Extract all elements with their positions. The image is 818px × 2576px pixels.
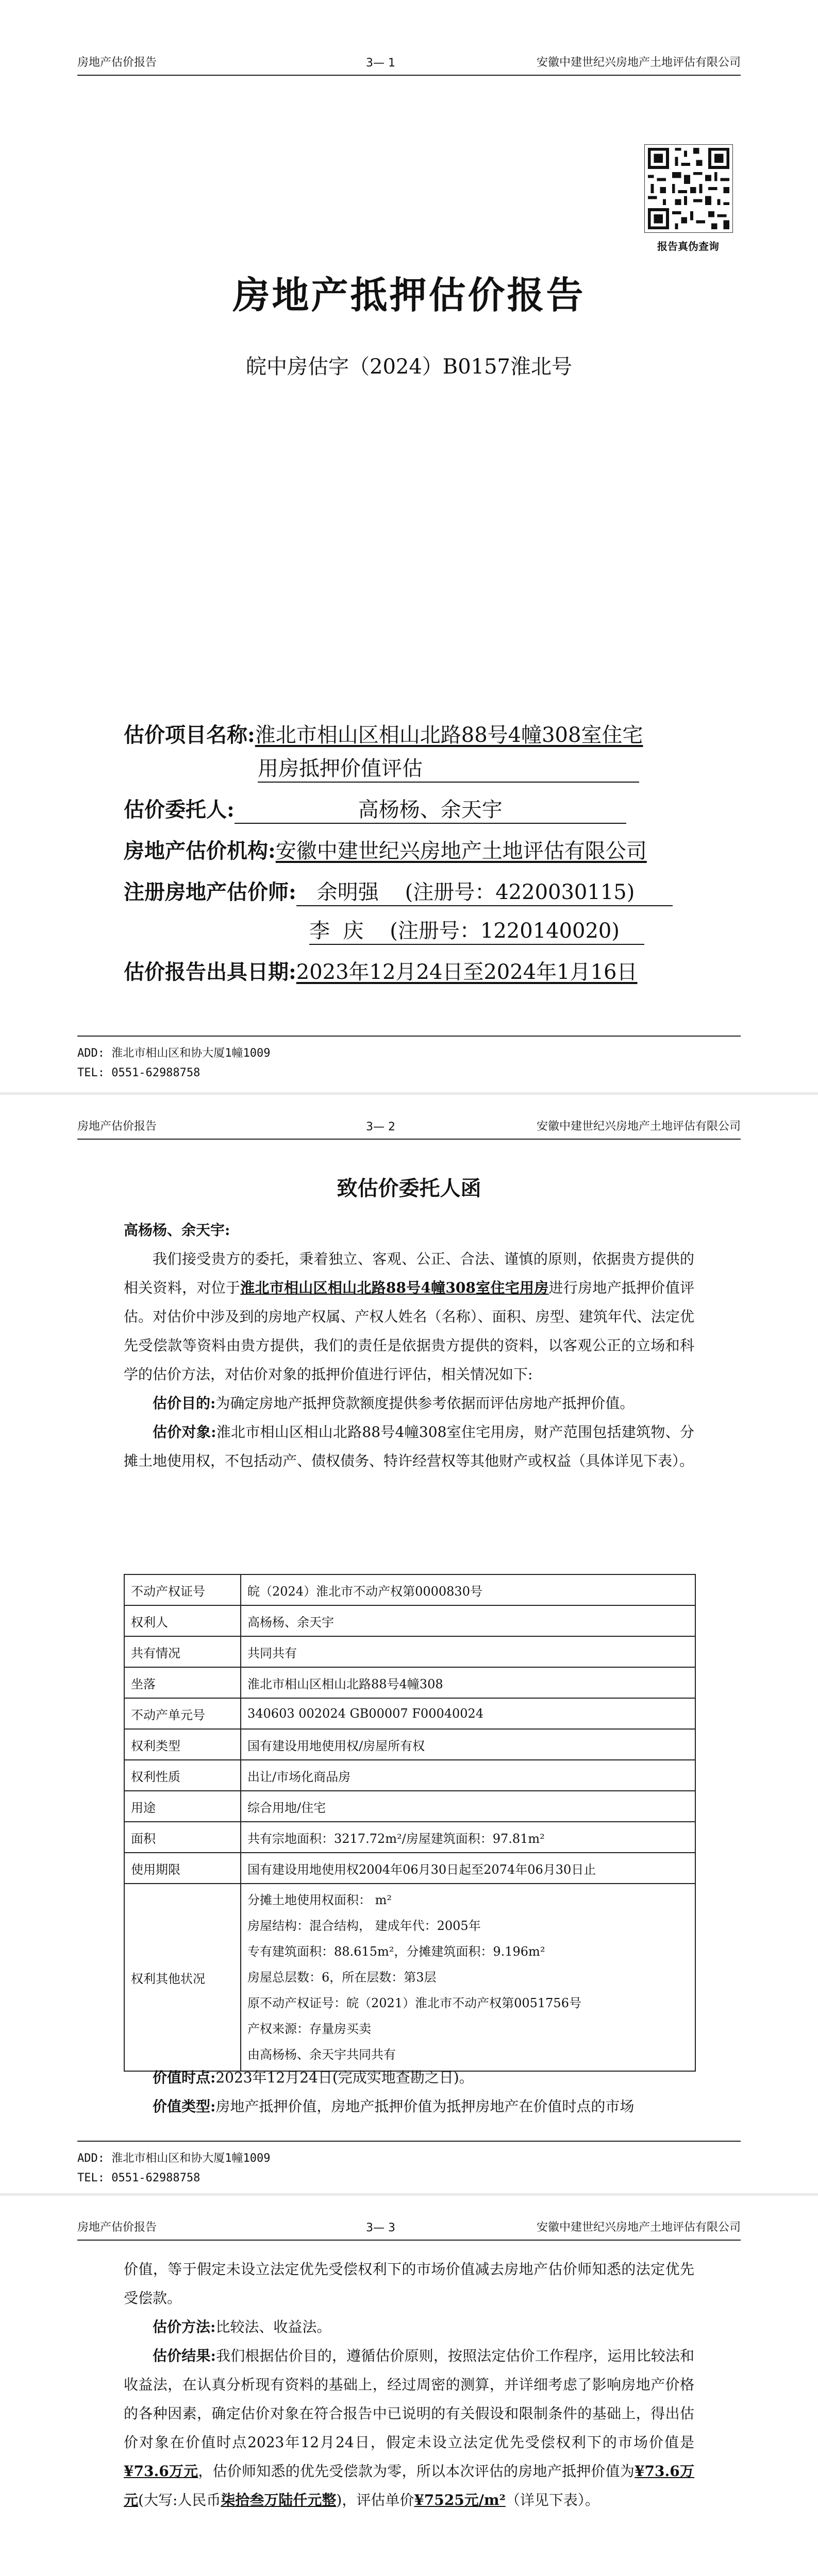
other-status-line: 房屋总层数：6，所在层数：第3层 bbox=[247, 1970, 437, 1985]
table-row bbox=[124, 1605, 695, 1636]
intro-text-c: 进行房地产抵押价值评估。对估价中涉及到的房地产权属、产权人姓名（名称）、面积、房型、建筑年代、法定优先受偿款等资料由贵方提供，我们的责任是依据贵方提供的资料，以客观公正的立场和科学的估价方法，对估价对象的抵押价值进行评估，相关情况如下: bbox=[124, 1279, 694, 1383]
mortgage-value-chinese: 柒拾叁万陆仟元整 bbox=[221, 2492, 337, 2509]
table-value: 共同共有 bbox=[241, 1636, 695, 1667]
table-key: 权利类型 bbox=[124, 1729, 241, 1760]
letter-body-2 bbox=[124, 2063, 694, 2121]
table-value: 淮北市相山区相山北路88号4幢308 bbox=[241, 1667, 695, 1698]
header-left: 房地产估价报告 bbox=[77, 2221, 157, 2234]
header-page-number: 3— 3 bbox=[366, 2222, 395, 2234]
appraiser-label: 注册房地产估价师: bbox=[124, 880, 296, 904]
date-row bbox=[124, 956, 638, 985]
value-time-label: 价值时点: bbox=[153, 2069, 216, 2086]
report-title: 房地产抵押估价报告 bbox=[232, 273, 586, 317]
project-name-value: 淮北市相山区相山北路88号4幢308室住宅 bbox=[255, 723, 643, 747]
project-name-row-2 bbox=[258, 752, 639, 783]
table-row bbox=[124, 1698, 695, 1729]
table-row bbox=[124, 1791, 695, 1822]
object-paragraph bbox=[124, 1418, 694, 1476]
date-value: 2023年12月24日至2024年1月16日 bbox=[296, 960, 638, 984]
table-row bbox=[124, 1853, 695, 1884]
method-paragraph bbox=[124, 2313, 694, 2342]
object-label: 估价对象: bbox=[153, 1423, 216, 1440]
table-row bbox=[124, 1667, 695, 1698]
other-status-line: 专有建筑面积：88.615m²，分摊建筑面积：9.196m² bbox=[247, 1944, 545, 1959]
header-left: 房地产估价报告 bbox=[77, 1120, 157, 1133]
page-header bbox=[77, 49, 741, 76]
method-label: 估价方法: bbox=[153, 2318, 216, 2335]
value-type-label: 价值类型: bbox=[153, 2098, 216, 2115]
table-row bbox=[124, 1729, 695, 1760]
intro-paragraph bbox=[124, 1245, 694, 1389]
other-status-line: 由高杨杨、余天宇共同共有 bbox=[247, 2047, 396, 2062]
letter-body-3 bbox=[124, 2255, 694, 2515]
result-text-c: (大写:人民币 bbox=[138, 2492, 221, 2509]
other-status-line: 分摊土地使用权面积： m² bbox=[247, 1893, 392, 1907]
result-paragraph bbox=[124, 2342, 694, 2515]
other-status-cell bbox=[241, 1884, 695, 2071]
page-header bbox=[77, 1113, 741, 1140]
page-footer bbox=[77, 2141, 741, 2188]
table-key: 面积 bbox=[124, 1822, 241, 1853]
value-type-text: 房地产抵押价值，房地产抵押价值为抵押房地产在价值时点的市场 bbox=[215, 2098, 635, 2115]
value-time-text: 2023年12月24日(完成实地查勘之日)。 bbox=[215, 2069, 474, 2086]
footer-tel: TEL: 0551-62988758 bbox=[77, 1066, 201, 1079]
salutation: 高杨杨、余天宇: bbox=[124, 1222, 230, 1239]
result-text-d: )，评估单价 bbox=[336, 2492, 414, 2509]
page-letter bbox=[0, 1095, 818, 2193]
table-key: 共有情况 bbox=[124, 1636, 241, 1667]
footer-address: ADD: 淮北市相山区和协大厦1幢1009 bbox=[77, 2152, 271, 2165]
result-text-b: ，估价师知悉的优先受偿款为零，所以本次评估的房地产抵押价值为 bbox=[198, 2463, 635, 2480]
table-key: 用途 bbox=[124, 1791, 241, 1822]
table-value: 出让/市场化商品房 bbox=[241, 1760, 695, 1791]
agency-row bbox=[124, 835, 647, 864]
value-type-paragraph bbox=[124, 2092, 694, 2121]
footer-address: ADD: 淮北市相山区和协大厦1幢1009 bbox=[77, 1047, 271, 1060]
project-name-label: 估价项目名称: bbox=[124, 723, 255, 747]
header-page-number: 3— 1 bbox=[366, 57, 395, 70]
table-value: 国有建设用地使用权/房屋所有权 bbox=[241, 1729, 695, 1760]
other-status-line: 房屋结构：混合结构， 建成年代：2005年 bbox=[247, 1919, 481, 1933]
header-right: 安徽中建世纪兴房地产土地评估有限公司 bbox=[536, 1120, 741, 1133]
report-number: 皖中房估字（2024）B0157淮北号 bbox=[246, 355, 572, 379]
purpose-paragraph bbox=[124, 1389, 694, 1418]
header-page-number: 3— 2 bbox=[366, 1121, 395, 1133]
object-text: 淮北市相山区相山北路88号4幢308室住宅用房，财产范围包括建筑物、分摊土地使用权，不包括动产、债权债务、特许经营权等其他财产或权益（具体详见下表）。 bbox=[124, 1423, 694, 1469]
property-table bbox=[124, 1574, 696, 2072]
project-name-value-2: 用房抵押价值评估 bbox=[258, 752, 639, 783]
table-value: 高杨杨、余天宇 bbox=[241, 1605, 695, 1636]
purpose-label: 估价目的: bbox=[153, 1395, 216, 1412]
page-footer bbox=[77, 1036, 741, 1083]
appraiser-row-2 bbox=[309, 914, 644, 945]
other-status-line: 原不动产权证号：皖（2021）淮北市不动产权第0051756号 bbox=[247, 1996, 581, 2010]
letter-title: 致估价委托人函 bbox=[337, 1176, 481, 1200]
agency-label: 房地产估价机构: bbox=[124, 839, 276, 863]
client-row bbox=[124, 793, 626, 824]
intro-text-a: 我们接受贵方的委托，秉着独立、客观、公正、合法、谨慎的原则，依据贵方提供的相关资料，对位于 bbox=[124, 1250, 694, 1296]
table-row bbox=[124, 1636, 695, 1667]
value-type-continued: 价值，等于假定未设立法定优先受偿权利下的市场价值减去房地产估价师知悉的法定优先受偿款。 bbox=[124, 2261, 694, 2307]
table-key: 权利性质 bbox=[124, 1760, 241, 1791]
table-value: 共有宗地面积：3217.72m²/房屋建筑面积：97.81m² bbox=[241, 1822, 695, 1853]
appraiser-2: 李 庆 (注册号：1220140020) bbox=[309, 914, 644, 945]
intro-address: 淮北市相山区相山北路88号4幢308室住宅用房 bbox=[240, 1279, 549, 1296]
client-label: 估价委托人: bbox=[124, 798, 235, 822]
table-value: 340603 002024 GB00007 F00040024 bbox=[241, 1698, 695, 1729]
table-row bbox=[124, 1822, 695, 1853]
table-value: 国有建设用地使用权2004年06月30日起至2074年06月30日止 bbox=[241, 1853, 695, 1884]
qr-code-icon[interactable] bbox=[644, 144, 733, 233]
table-value: 综合用地/住宅 bbox=[241, 1791, 695, 1822]
table-row bbox=[124, 1760, 695, 1791]
header-left: 房地产估价报告 bbox=[77, 56, 157, 69]
market-value: ¥73.6万元 bbox=[124, 2463, 198, 2480]
table-key: 权利人 bbox=[124, 1605, 241, 1636]
table-row bbox=[124, 1884, 695, 2071]
footer-tel: TEL: 0551-62988758 bbox=[77, 2172, 201, 2184]
other-status-line: 产权来源：存量房买卖 bbox=[247, 2022, 371, 2036]
value-time-paragraph bbox=[124, 2063, 694, 2092]
result-label: 估价结果: bbox=[153, 2347, 216, 2364]
table-key: 使用期限 bbox=[124, 1853, 241, 1884]
letter-body bbox=[124, 1216, 694, 1476]
purpose-text: 为确定房地产抵押贷款额度提供参考依据而评估房地产抵押价值。 bbox=[215, 1395, 635, 1412]
appraiser-row bbox=[124, 876, 673, 906]
project-name-row bbox=[124, 719, 643, 748]
agency-value: 安徽中建世纪兴房地产土地评估有限公司 bbox=[275, 839, 647, 863]
client-value: 高杨杨、余天宇 bbox=[235, 793, 626, 824]
table-key: 不动产权证号 bbox=[124, 1574, 241, 1605]
table-key: 不动产单元号 bbox=[124, 1698, 241, 1729]
table-row bbox=[124, 1574, 695, 1605]
result-text-e: （详见下表）。 bbox=[505, 2492, 599, 2509]
header-right: 安徽中建世纪兴房地产土地评估有限公司 bbox=[536, 56, 741, 69]
qr-label: 报告真伪查询 bbox=[657, 240, 719, 252]
mortgage-value: ¥73.6万元 bbox=[124, 2463, 694, 2509]
result-text-a: 我们根据估价目的，遵循估价原则，按照法定估价工作程序，运用比较法和收益法，在认真分析现有资料的基础上，经过周密的测算，并详细考虑了影响房地产价格的各种因素，确定估价对象在符合报告中已说明的有关假设和限制条件的基础上，得出估价对象在价值时点2023年12月24日，假定未设立法定优先受偿权利下的市场价值是 bbox=[124, 2347, 694, 2451]
page-cover bbox=[0, 0, 818, 1092]
unit-price: ¥7525元/m² bbox=[414, 2492, 506, 2509]
table-key: 坐落 bbox=[124, 1667, 241, 1698]
page-results bbox=[0, 2196, 818, 2576]
table-value: 皖（2024）淮北市不动产权第0000830号 bbox=[241, 1574, 695, 1605]
appraiser-1: 余明强 (注册号：4220030115) bbox=[296, 876, 673, 906]
date-label: 估价报告出具日期: bbox=[124, 960, 296, 984]
page-header bbox=[77, 2214, 741, 2241]
table-key: 权利其他状况 bbox=[124, 1884, 241, 2071]
method-text: 比较法、收益法。 bbox=[215, 2318, 331, 2335]
header-right: 安徽中建世纪兴房地产土地评估有限公司 bbox=[536, 2221, 741, 2234]
